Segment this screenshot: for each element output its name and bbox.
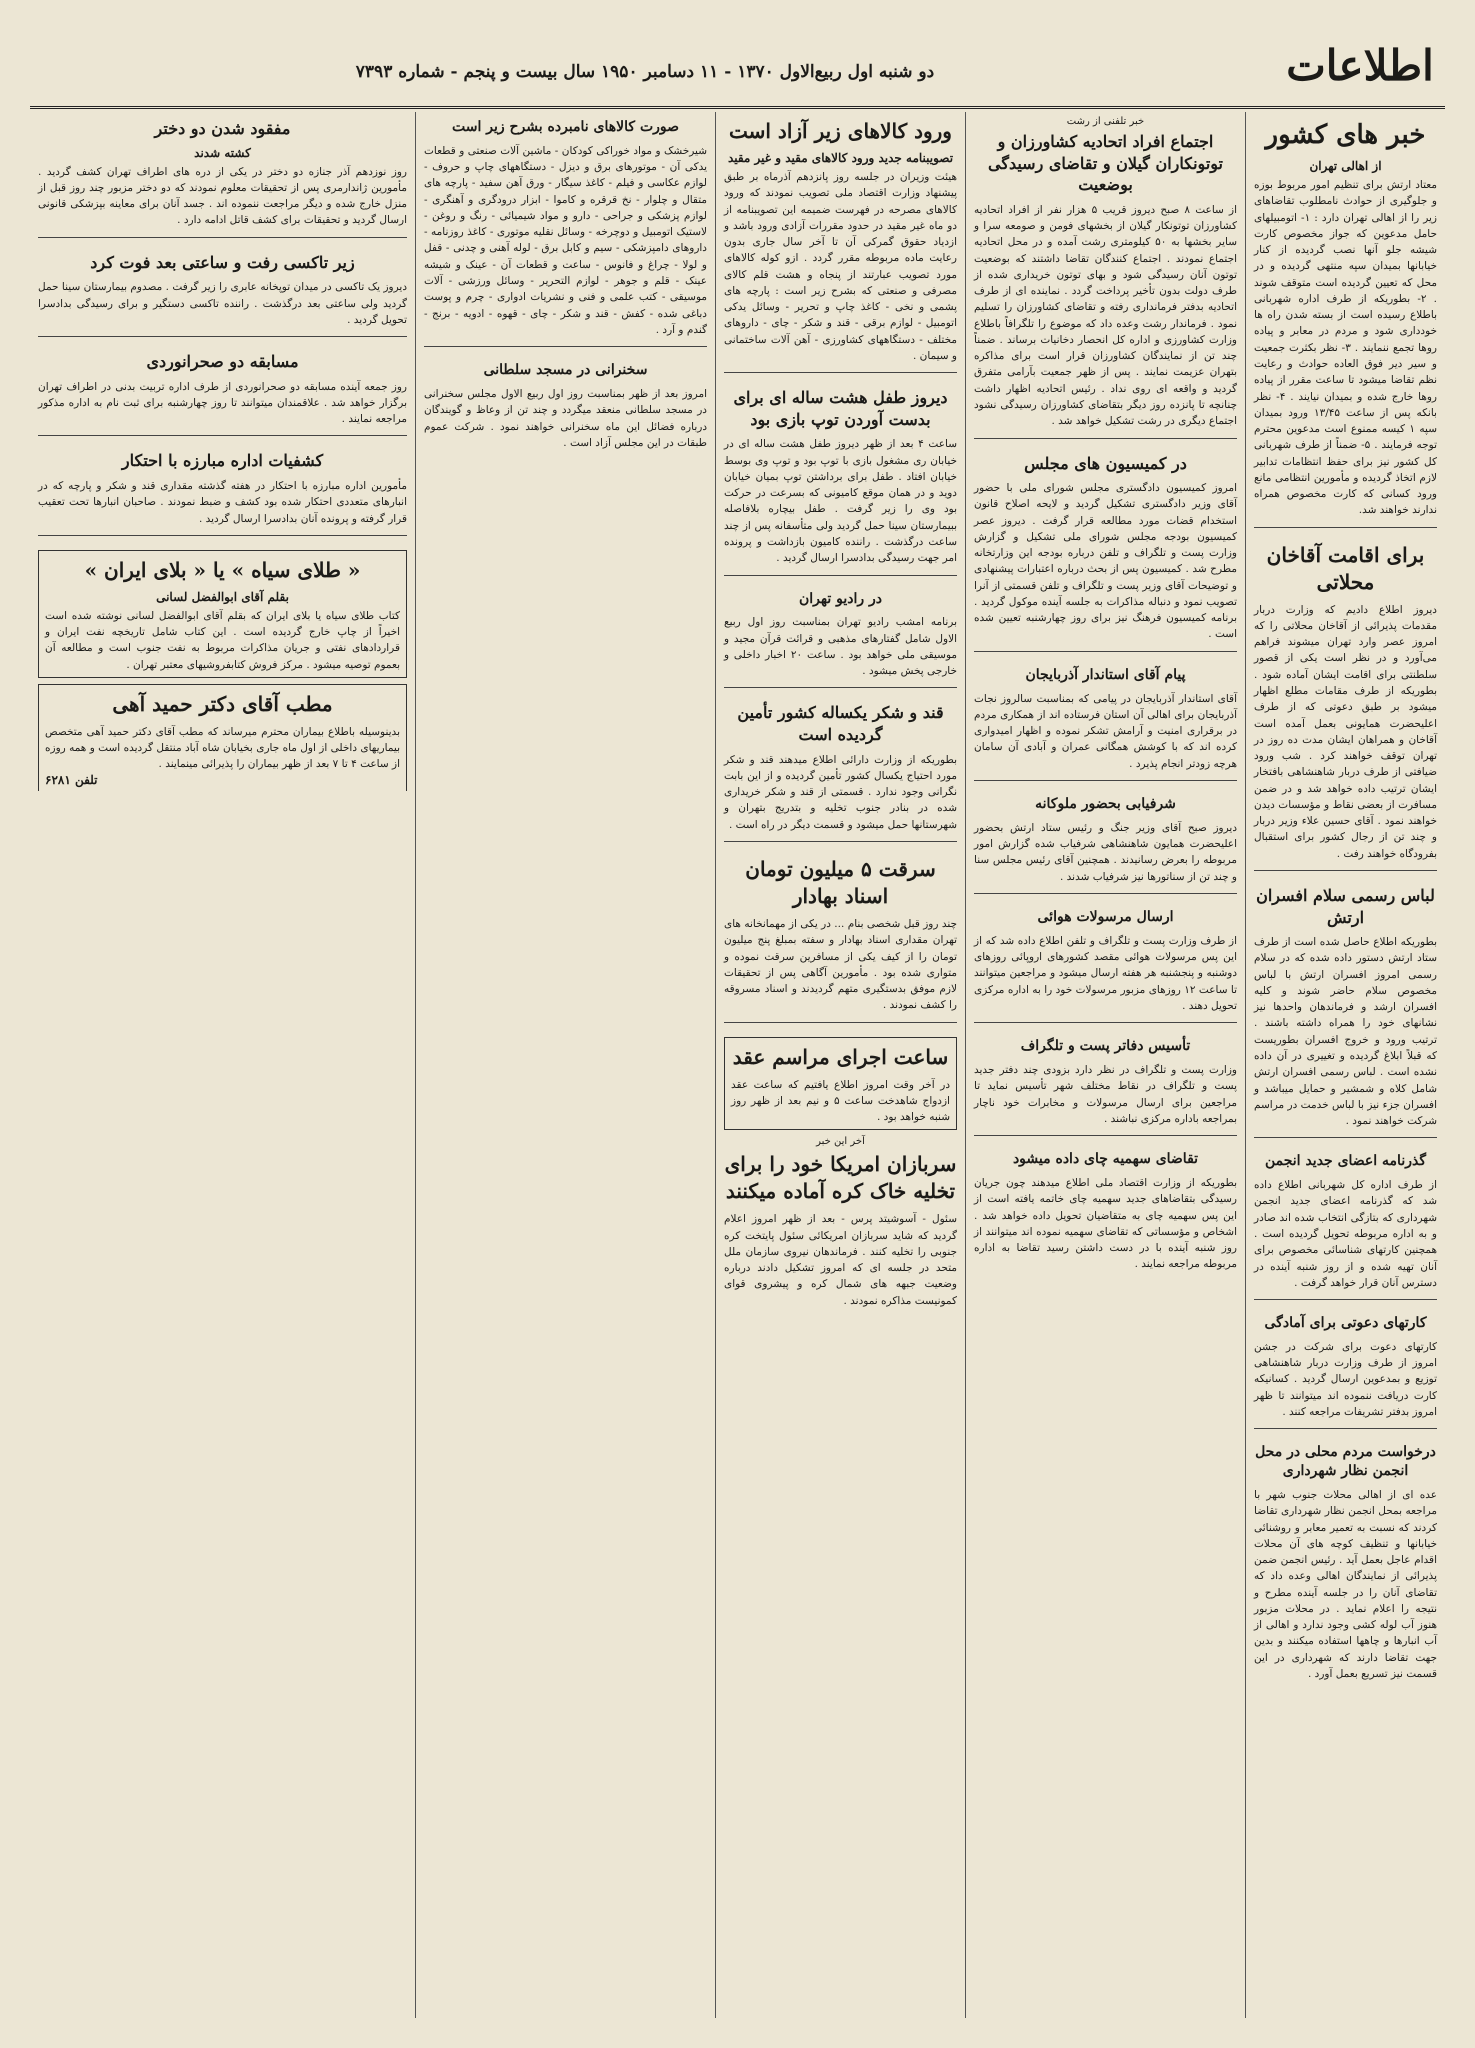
article-wedding-time xyxy=(724,1037,957,1131)
column-5 xyxy=(30,112,415,2018)
article-body: امروز بعد از ظهر بمناسبت روز اول ربیع الاول مجلس سخنرانی در مسجد سلطانی منعقد میگردد و چند تن از وعاظ و گویندگان درباره فضائل این ماه سخنرانی خواهند نمود . شرکت عموم طبقات در این مجلس آزاد است . xyxy=(424,387,707,449)
headline: کارتهای دعوتی برای آمادگی xyxy=(1264,1315,1427,1332)
headline: سخنرانی در مسجد سلطانی xyxy=(483,362,648,379)
article-missing-girls xyxy=(38,118,407,238)
headline: مطب آقای دکتر حمید آهی xyxy=(112,691,333,716)
article-body: بطوریکه از وزارت اقتصاد ملی اطلاع میدهند چون جریان رسیدگی بتقاضاهای جدید سهمیه چای خاتمه یافته است از این پس سهمیه چای به متقاضیان تحویل داده خواهد شد . اشخاص و مؤسساتی که تقاضای سهمیه نموده اند میتوانند از روز شنبه آینده با در دست داشتن رسید تقاضا به اداره مربوطه مراجعه نمایند . xyxy=(974,1176,1237,1271)
column-3 xyxy=(715,112,965,2018)
article-sugar-supply xyxy=(724,702,957,842)
article-body: روز نوزدهم آذر جنازه دو دختر در یکی از دره های اطراف تهران کشف گردید . مأمورین ژاندارمری پس از تحقیقات معلوم نمودند که دو دختر مزبور چند روز قبل از منزل خارج شده و دیگر مراجعت ننموده اند . جسد آنان برای معاینه بپزشکی قانونی ارسال گردید و تحقیقات برای کشف قاتل ادامه دارد . xyxy=(38,165,407,227)
article-body: آقای استاندار آذربایجان در پیامی که بمناسبت سالروز نجات آذربایجان برای اهالی آن استان فرستاده اند از همکاری مردم در برقراری امنیت و آرامش تشکر نموده و اظهار امیدواری کرده اند که با کوشش همگانی عمران و آبادی آن سامان هرچه زودتر انجام پذیرد . xyxy=(974,692,1237,770)
headline: گذرنامه اعضای جدید انجمن xyxy=(1265,1153,1426,1170)
article-body: روز جمعه آینده مسابقه دو صحرانوردی از طرف اداره تربیت بدنی در اطراف تهران برگزار خواهد شد . علاقمندان میتوانند تا روز چهارشنبه برای ثبت نام به اداره مذکور مراجعه نمایند . xyxy=(38,380,407,426)
article-body: از طرف اداره کل شهربانی اطلاع داده شد که گذرنامه اعضای جدید انجمن شهرداری که بتازگی انتخاب شده اند صادر و به اداره مربوطه تحویل گردیده است . همچنین کارتهای شناسائی مخصوص برای آنان تهیه شده و از روز شنبه آینده در دسترس آنان قرار خواهد گرفت . xyxy=(1254,1179,1437,1289)
article-body: کتاب طلای سیاه یا بلای ایران که بقلم آقای ابوالفضل لسانی نوشته شده است اخیراً از چاپ خارج گردیده است . این کتاب شامل تاریخچه نفت ایران و قراردادهای نفتی و جریان مذاکرات مربوط به نفت جنوب است و مطالعه آن بعموم توصیه میشود . مرکز فروش کتابفروشیهای معتبر تهران . xyxy=(45,609,400,671)
article-body: دیروز یک تاکسی در میدان توپخانه عابری را زیر گرفت . مصدوم بیمارستان سینا حمل گردید ولی ساعتی بعد درگذشت . راننده تاکسی دستگیر و برای رسیدگی بدادسرا تحویل گردید . xyxy=(38,281,407,326)
article-azerbaijan-message xyxy=(974,666,1237,781)
headline: ورود کالاهای زیر آزاد است xyxy=(729,119,952,143)
dispatch-note: آخر این خبر xyxy=(816,1136,865,1148)
article-body: وزارت پست و تلگراف در نظر دارد بزودی چند دفتر جدید پست و تلگراف در نقاط مختلف شهر تأسیس نماید تا مراجعین برای ارسال مرسولات و مخابرات خود ناچار بمراجعه باداره مرکزی نباشند . xyxy=(974,1064,1237,1125)
article-news-of-country xyxy=(1254,118,1437,528)
headline: پیام آقای استاندار آذربایجان xyxy=(1025,666,1186,683)
article-body: بطوریکه از وزارت دارائی اطلاع میدهند قند و شکر مورد احتیاج یکسال کشور تأمین گردیده و از این بابت نگرانی وجود ندارد . قسمتی از قند و شکر خریداری شده در بنادر جنوب تخلیه و بتدریج بتهران و شهرستانها حمل میشود و قسمت دیگر در راه است . xyxy=(724,753,957,831)
article-body: مأمورین اداره مبارزه با احتکار در هفته گذشته مقداری قند و شکر و پارچه که در انبارهای متعددی احتکار شده بود کشف و ضبط نمودند . صاحبان انبارها تحت تعقیب قرار گرفته و پرونده آنان بدادسرا ارسال گردید . xyxy=(38,480,407,525)
headline: درخواست مردم محلی در محل انجمن نظار شهرداری xyxy=(1255,1444,1436,1480)
headline: شرفیابی بحضور ملوکانه xyxy=(1035,795,1176,812)
newspaper-logo: اطلاعات xyxy=(1286,41,1434,90)
article-black-gold-ad xyxy=(38,550,407,678)
article-cross-country-race xyxy=(38,351,407,436)
article-air-mail xyxy=(974,908,1237,1023)
article-tea-quota xyxy=(974,1150,1237,1280)
subheadline: کشته شدند xyxy=(194,145,251,160)
article-hoarding xyxy=(38,450,407,535)
phone-number: تلفن ۶۲۸۱ xyxy=(45,772,98,787)
dateline: دو شنبه اول ربیع‌الاول ۱۳۷۰ - ۱۱ دسامبر ۱۹۵۰ سال بیست و پنجم - شماره ۷۳۹۳ xyxy=(355,62,935,82)
article-body: ساعت ۴ بعد از ظهر دیروز طفل هشت ساله ای در خیابان ری مشغول بازی با توپ بود و توپ وی بوسط خیابان افتاد . طفل برای برداشتن توپ بمیان خیابان دوید و در همان موقع کامیونی که بسرعت در حرکت بود وی را زیر گرفت . طفل بیچاره بلافاصله ببیمارستان سینا حمل گردید ولی متأسفانه پس از چند ساعت درگذشت . راننده کامیون بازداشت و پرونده امر جهت رسیدگی بدادسرا ارسال گردید . xyxy=(724,438,957,565)
article-body: از ساعت ۸ صبح دیروز قریب ۵ هزار نفر از افراد اتحادیه کشاورزان توتونکار گیلان از بخشهای فومن و صومعه سرا و سایر بخشها به ۵۰ کیلومتری رشت آمده و در محل اتحادیه اجتماع نمودند . اجتماع کنندگان تقاضا داشتند که بوضعیت توتون آنان رسیدگی شود و بهای توتون خریداری شده از طرف دولت بدون تأخیر پرداخت گردد . نماینده ای از طرف اتحادیه بدفتر فرمانداری رفته و تقاضای کشاورزان را تسلیم نمود . فرماندار رشت وعده داد که موضوع را تلگرافاً باطلاع وزارت کشاورزی و اداره کل انحصار دخانیات برساند . ضمناً چند تن از نمایندگان کشاورزان قرار است برای مذاکره بتهران عزیمت نمایند . پس از ظهر جمعیت بآرامی متفرق گردید و واقعه ای روی نداد . رئیس اتحادیه اظهار داشت چنانچه تا پانزده روز دیگر بتقاضای کشاورزان رسیدگی نشود اجتماع دیگری در رشت تشکیل خواهد شد . xyxy=(974,203,1238,428)
headline: ارسال مرسولات هوائی xyxy=(1037,908,1174,925)
dispatch-note: خبر تلفنی از رشت xyxy=(1066,116,1145,127)
article-body: برنامه امشب رادیو تهران بمناسبت روز اول ربیع الاول شامل گفتارهای مذهبی و قرائت قرآن مجید و موسیقی ملی خواهد بود . ساعت ۲۰ اخبار داخلی و خارجی پخش میشود . xyxy=(724,616,957,678)
headline: قند و شکر یکساله کشور تأمین گردیده است xyxy=(737,703,944,745)
headline: ساعت اجرای مراسم عقد xyxy=(732,1044,949,1069)
headline: مفقود شدن دو دختر xyxy=(154,119,291,138)
headline: اجتماع افراد اتحادیه کشاورزان و توتونکاران گیلان و تقاضای رسیدگی بوضعیت xyxy=(988,132,1223,195)
article-army-uniform xyxy=(1254,885,1437,1138)
article-passports xyxy=(1254,1152,1437,1300)
article-body: بطوریکه اطلاع حاصل شده است از طرف ستاد ارتش دستور داده شده که در سلام رسمی امروز افسران ارتش با لباس مخصوص سلام حاضر شوند و کلیه افسران ارشد و فرماندهان واحدها نیز نشانهای خود را همراه داشته باشند . ترتیب ورود و خروج افسران بطوریست که قبلاً ابلاغ گردیده و تغییری در آن داده نشده است . لباس رسمی افسران ارتش شامل کلاه و شمشیر و حمایل میباشد و افسران جزء نیز با لباس خدمت در مراسم شرکت خواهند نمود . xyxy=(1254,936,1437,1128)
article-body: بدینوسیله باطلاع بیماران محترم میرساند که مطب آقای دکتر حمید آهی متخصص بیماریهای داخلی از اول ماه جاری بخیابان شاه آباد منتقل گردیده است و همه روزه از ساعت ۴ تا ۷ بعد از ظهر بیماران را پذیرائی مینمایند . xyxy=(45,725,400,771)
subheadline: تصویبنامه جدید ورود کالاهای مقید و غیر مقید xyxy=(727,151,954,165)
article-child-accident xyxy=(724,387,957,575)
article-body: هیئت وزیران در جلسه روز پانزدهم آذرماه بر طبق پیشنهاد وزارت اقتصاد ملی تصویب نمودند که ورود کالاهای مصرحه در فهرست ضمیمه این تصویبنامه از دو ماه غیر مقید در حدود مقررات آزادی ورود باشد و ازدیاد حقوق گمرکی آن تا آخر سال جاری بدون رعایت ماده مربوطه مقرر گردد . ازو کوله کالاهای مورد تصویب عبارتند از پنجاه و هشت قلم کالای مصرفی و صنعتی که بشرح زیر است : پارچه های پشمی و نخی - کاغذ چاپ و تحریر - وسائل یدکی اتومبیل - لوازم برقی - قند و شکر - چای - داروهای مختلف - دستگاههای کشاورزی - آهن آلات ساختمانی و سیمان . xyxy=(724,171,957,362)
article-royal-audience xyxy=(974,795,1237,894)
article-body: عده ای از اهالی محلات جنوب شهر با مراجعه بمحل انجمن نظار شهرداری تقاضا کردند که نسبت به تعمیر معابر و روشنائی خیابانها و تنظیف کوچه های آن محلات اقدام عاجل بعمل آید . رئیس انجمن ضمن پذیرائی از نمایندگان اهالی وعده داد که تقاضای آنان را در جلسه آینده مطرح و نتیجه را اعلام نماید . در محلات مزبور هنوز آب لوله کشی وجود ندارد و اهالی از آب انبارها و چاهها استفاده میکنند و بدین جهت تقاضا دارند که شهرداری در این قسمت نیز تسریع بعمل آورد . xyxy=(1254,1489,1437,1680)
headline: کشفیات اداره مبارزه با احتکار xyxy=(121,451,324,471)
headline: در کمیسیون های مجلس xyxy=(1024,453,1187,473)
headline: « طلای سیاه » یا « بلای ایران » xyxy=(84,557,361,582)
article-post-offices xyxy=(974,1037,1237,1136)
subheadline: از اهالی تهران xyxy=(1309,159,1382,174)
article-majlis-commissions xyxy=(974,453,1237,652)
article-radio-tehran xyxy=(724,590,957,689)
columns xyxy=(30,112,1445,2018)
headline: برای اقامت آقاخان محلاتی xyxy=(1266,542,1425,594)
article-invitation-cards xyxy=(1254,1314,1437,1429)
headline: سربازان امریکا خود را برای تخلیه خاک کره آماده میکنند xyxy=(724,1152,957,1204)
article-body: کارتهای دعوت برای شرکت در جشن امروز از طرف وزارت دربار شاهنشاهی توزیع و بمدعوین ارسال گردید . کسانیکه کارت دریافت ننموده اند میتوانند تا ظهر امروز بدفتر تشریفات مراجعه کنند . xyxy=(1254,1340,1437,1418)
article-gilan-farmers xyxy=(974,116,1237,439)
headline: سرقت ۵ میلیون تومان اسناد بهادار xyxy=(745,856,936,908)
headline: لباس رسمی سلام افسران ارتش xyxy=(1256,885,1435,927)
article-mosque-lecture xyxy=(424,361,707,459)
article-body: در آخر وقت امروز اطلاع یافتیم که ساعت عقد ازدواج شاهدخت ساعت ۵ و نیم بعد از ظهر روز شنبه خواهد بود . xyxy=(731,1078,950,1124)
article-body: امروز کمیسیون دادگستری مجلس شورای ملی با حضور آقای وزیر دادگستری تشکیل گردید و لایحه اصلاح قانون استخدام قضات مورد مطالعه قرار گرفت . دیروز عصر کمیسیون بودجه مجلس شورای ملی تشکیل و گزارش وزارت پست و تلگراف و تلفن درباره بودجه این وزارتخانه مطرح شد . کمیسیون پس از بحث درباره اعتبارات پیشنهادی و توضیحات آقای وزیر پست و تلگراف و تلفن قسمتی از آنرا تصویب نمود و دنباله مذاکرات به جلسه آینده موکول گردید . برنامه کمیسیون فرهنگ نیز برای روز چهارشنبه تعیین شده است . xyxy=(974,482,1237,641)
article-aga-khan xyxy=(1254,542,1437,871)
headline: زیر تاکسی رفت و ساعتی بعد فوت کرد xyxy=(90,252,355,272)
column-2 xyxy=(965,112,1245,2018)
article-taxi-accident xyxy=(38,252,407,337)
headline: صورت کالاهای نامبرده بشرح زیر است xyxy=(451,119,680,135)
column-1 xyxy=(1245,112,1445,2018)
headline: دیروز طفل هشت ساله ای برای بدست آوردن توپ بازی بود xyxy=(733,388,948,429)
article-municipality-request xyxy=(1254,1443,1437,1690)
article-doctor-ad xyxy=(38,684,407,791)
headline: مسابقه دو صحرانوردی xyxy=(146,352,299,372)
subheadline: بقلم آقای ابوالفضل لسانی xyxy=(156,589,289,604)
article-body: چند روز قبل شخصی بنام ... در یکی از مهمانخانه های تهران مقداری اسناد بهادار و سفته بمبلغ پنج میلیون تومان را از کیف یکی از مسافرین سرقت نموده و متواری شده بود . مأمورین آگاهی پس از تحقیقات لازم موفق بدستگیری متهم گردیدند و اسناد مسروقه را کشف نمودند . xyxy=(724,917,957,1012)
article-body: دیروز صبح آقای وزیر جنگ و رئیس ستاد ارتش بحضور اعلیحضرت همایون شاهنشاهی شرفیاب شده گزارش امور مربوطه را بعرض رسانیدند . همچنین آقای رئیس مجلس سنا و چند تن از سناتورها نیز شرفیاب شدند . xyxy=(974,821,1237,883)
article-body: معتاد ارتش برای تنظیم امور مربوط بوزه و جلوگیری از حوادث نامطلوب تقاضاهای زیر را از اهالی تهران دارد : ۱- اتومبیلهای حامل مدعوین که جواز مخصوص کارت شیشه جلو آنها نصب گردیده از کنار خیابانها بمیدان سپه منتهی گردیده و در محل که تعیین گردیده است متوقف شوند . ۲- بطوریکه از طرف اداره شهربانی باطلاع رسیده است از بسته شدن راه ها خودداری شود و مردم در معابر و پیاده روها تجمع ننمایند . ۳- نظر بکثرت جمعیت و سیر دیر فوق العاده حوادث و رعایت نظم تقاضا میشود تا ساعت مقرر از پیاده روها خارج شده و بمیدان نیایند . ۴- نظر بانکه پس از ساعت ۱۳/۴۵ ورود بمیدان سپه ۱ کیسه ممنوع است مدعوین محترم توجه فرمایند . ۵- ضمناً از طرف شهربانی کل کشور نیز برای حفظ انتظامات تدابیر لازم اتخاذ گردیده و مأمورین انتظامی مانع ورود کسانی که کارت مخصوص همراه ندارند خواهند شد. xyxy=(1254,179,1437,517)
article-goods-list xyxy=(424,118,707,347)
article-import-goods xyxy=(724,118,957,373)
headline: در رادیو تهران xyxy=(798,590,882,607)
article-body: شیرخشک و مواد خوراکی کودکان - ماشین آلات صنعتی و قطعات یدکی آن - موتورهای برق و دیزل - دستگاههای چاپ و حروف - لوازم عکاسی و فیلم - کاغذ سیگار - ورق آهن سفید - پارچه های متقال و چلوار - نخ قرقره و کاموا - ابزار درودگری و آهنگری - لوازم پزشکی و جراحی - دارو و مواد شیمیائی - رنگ و روغن - لاستیک اتومبیل و دوچرخه - وسائل نقلیه موتوری - کاغذ روزنامه - داروهای دامپزشکی - سیم و کابل برق - لوله آهنی و چدنی - قفل و لولا - چراغ و فانوس - ساعت و قطعات آن - عینک و شیشه عینک - قلم و جوهر - لوازم التحریر - وسائل ورزشی - آلات موسیقی - کتب علمی و فنی و نشریات ادواری - چرم و پوست دباغی شده - کفش - قند و شکر - چای - قهوه - ادویه - برنج - گندم و آرد . xyxy=(424,144,707,336)
article-body: دیروز اطلاع دادیم که وزارت دربار مقدمات پذیرائی از آقاخان محلاتی را که امروز عصر وارد تهران میشوند فراهم می‌آورد و در نظر است یکی از قصور سلطنتی برای اقامت ایشان آماده شود . بطوریکه از طرف مقامات مطلع اظهار میشود بر طبق دعوتی که از طرف اعلیحضرت همایونی بعمل آمده است آقاخان و همراهان ایشان مدت ده روز در تهران توقف خواهند کرد . شب ورود ضیافتی از طرف دربار شاهنشاهی بافتخار ایشان ترتیب داده خواهد شد و در ضمن مسافرت از بعضی نقاط و مؤسسات دیدن خواهند نمود . آقای حسین علاء وزیر دربار و چند تن از رجال کشور برای استقبال بفرودگاه خواهند رفت . xyxy=(1254,603,1437,860)
article-theft xyxy=(724,856,957,1023)
newspaper-page xyxy=(30,28,1445,2018)
article-korea xyxy=(724,1136,957,1317)
headline: تقاضای سهمیه چای داده میشود xyxy=(1012,1151,1199,1168)
headline: خبر های کشور xyxy=(1265,120,1426,150)
headline: تأسیس دفاتر پست و تلگراف xyxy=(1020,1038,1191,1055)
article-body: از طرف وزارت پست و تلگراف و تلفن اطلاع داده شد که از این پس مرسولات هوائی مقصد کشورهای اروپائی روزهای دوشنبه و پنجشنبه هر هفته ارسال میشود و مراجعین میتوانند تا ساعت ۱۲ روزهای مزبور مرسولات خود را به اداره مرکزی تحویل دهند . xyxy=(974,934,1237,1012)
column-4 xyxy=(415,112,715,2018)
article-body: سئول - آسوشیتد پرس - بعد از ظهر امروز اعلام گردید که شاید سربازان امریکائی سئول پایتخت کره جنوبی را تخلیه کنند . فرماندهان نیروی سازمان ملل متحد در جلسه ای که امروز تشکیل دادند درباره وضعیت جبهه های شمال کره و پیشروی قوای کمونیست مذاکره نمودند . xyxy=(724,1213,957,1307)
masthead xyxy=(30,28,1445,109)
